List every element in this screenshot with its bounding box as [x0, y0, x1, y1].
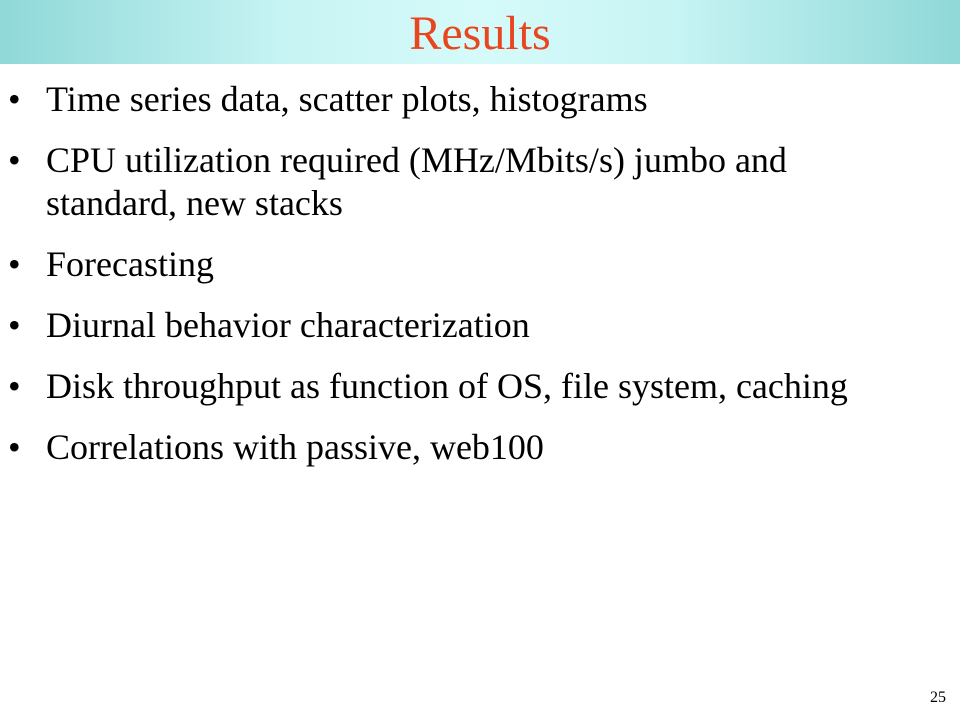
bullet-text: Forecasting — [46, 244, 214, 284]
bullet-text: Disk throughput as function of OS, file system, caching — [46, 366, 848, 406]
bullet-item — [0, 365, 960, 408]
bullet-icon: • — [8, 427, 21, 467]
bullet-text: Correlations with passive, web100 — [46, 427, 544, 467]
bullet-icon: • — [8, 140, 21, 180]
bullet-icon: • — [8, 305, 21, 345]
bullet-text: Time series data, scatter plots, histograms — [46, 79, 648, 119]
slide-title: Results — [409, 7, 551, 60]
bullet-item — [0, 139, 960, 225]
page-number: 25 — [930, 689, 946, 706]
bullet-icon: • — [8, 79, 21, 119]
bullet-item — [0, 304, 960, 347]
bullet-text: CPU utilization required (MHz/Mbits/s) jumbo and standard, new stacks — [46, 140, 787, 223]
bullet-item — [0, 243, 960, 286]
bullet-item — [0, 78, 960, 121]
bullet-text: Diurnal behavior characterization — [46, 305, 530, 345]
bullet-icon: • — [8, 366, 21, 406]
bullet-list — [0, 78, 960, 487]
bullet-item — [0, 426, 960, 469]
bullet-icon: • — [8, 244, 21, 284]
